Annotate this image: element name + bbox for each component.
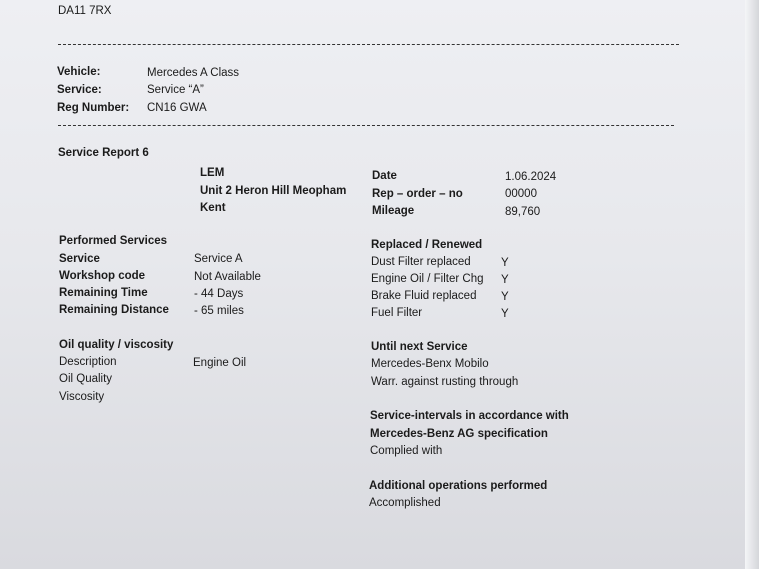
oil-heading: Oil quality / viscosity [59, 339, 174, 351]
intervals-value: Complied with [370, 445, 443, 457]
paper-edge [745, 0, 759, 569]
next-service-heading: Until next Service [371, 341, 468, 353]
replaced-row-value: Y [501, 308, 509, 320]
bottom-divider [58, 125, 674, 126]
rep-order-value: 00000 [505, 188, 537, 200]
replaced-heading: Replaced / Renewed [371, 239, 483, 251]
garage-name: LEM [200, 167, 225, 179]
replaced-row-label: Fuel Filter [371, 307, 423, 319]
garage-address-line2: Kent [200, 202, 226, 214]
replaced-row-label: Engine Oil / Filter Chg [371, 273, 484, 285]
mileage-label: Mileage [372, 205, 415, 217]
performed-row-value: Service A [194, 253, 243, 265]
oil-row-label: Oil Quality [59, 373, 113, 385]
service-value: Service “A” [147, 84, 204, 96]
performed-services-heading: Performed Services [59, 235, 168, 247]
additional-value: Accomplished [369, 497, 441, 509]
date-label: Date [372, 170, 397, 182]
replaced-row-value: Y [501, 291, 509, 303]
oil-row-value: Engine Oil [193, 357, 247, 369]
replaced-row-value: Y [501, 257, 509, 269]
report-title: Service Report 6 [58, 147, 149, 159]
replaced-row-label: Brake Fluid replaced [371, 290, 477, 302]
performed-row-label: Workshop code [59, 270, 146, 282]
rep-order-label: Rep – order – no [372, 188, 463, 200]
performed-row-label: Remaining Distance [59, 304, 169, 316]
postcode: DA11 7RX [58, 5, 112, 17]
performed-row-value: Not Available [194, 271, 261, 283]
intervals-heading: Mercedes-Benz AG specification [370, 428, 548, 440]
additional-heading: Additional operations performed [369, 480, 548, 492]
performed-row-value: - 65 miles [194, 305, 244, 317]
reg-value: CN16 GWA [147, 102, 207, 114]
vehicle-value: Mercedes A Class [147, 67, 240, 79]
intervals-heading: Service-intervals in accordance with [370, 410, 569, 422]
performed-row-label: Service [59, 253, 100, 265]
next-service-line: Warr. against rusting through [371, 376, 519, 388]
performed-row-value: - 44 Days [194, 288, 244, 300]
garage-address-line1: Unit 2 Heron Hill Meopham [200, 185, 347, 197]
top-divider [58, 44, 679, 45]
service-label: Service: [57, 84, 102, 96]
oil-row-label: Description [59, 356, 117, 368]
next-service-line: Mercedes-Benx Mobilo [371, 358, 489, 370]
date-value: 1.06.2024 [505, 171, 557, 183]
oil-row-label: Viscosity [59, 391, 105, 403]
mileage-value: 89,760 [505, 206, 541, 218]
performed-row-label: Remaining Time [59, 287, 148, 299]
replaced-row-value: Y [501, 274, 509, 286]
vehicle-label: Vehicle: [57, 66, 101, 78]
replaced-row-label: Dust Filter replaced [371, 256, 471, 268]
reg-label: Reg Number: [57, 102, 130, 114]
